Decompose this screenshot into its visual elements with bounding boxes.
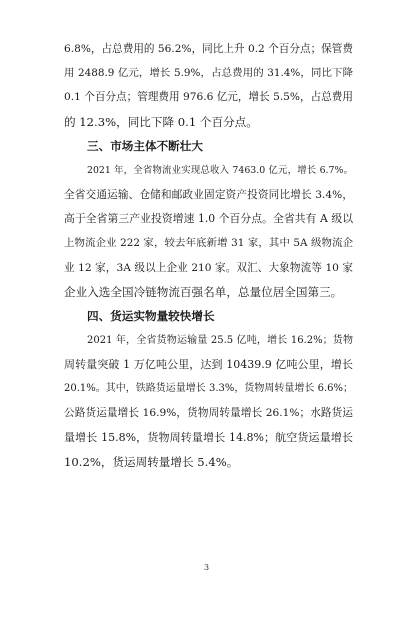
text-line: 0.1 个百分点；管理费用 976.6 亿元，增长 5.5%，占总费用: [64, 91, 353, 104]
text-line: 周转量突破 1 万亿吨公里，达到 10439.9 亿吨公里，增长: [64, 358, 353, 372]
text-line: 10.2%，货运周转量增长 5.4%。: [64, 454, 239, 469]
section-heading-market-entities: 三、市场主体不断壮大: [87, 138, 203, 153]
text-line: 业 12 家，3A 级以上企业 210 家。双汇、大象物流等 10 家: [64, 261, 353, 274]
section-heading-freight-volume: 四、货运实物量较快增长: [87, 308, 215, 323]
text-line: 2021 年，全省货物运输量 25.5 亿吨，增长 16.2%；货物: [87, 334, 353, 346]
document-body: [64, 37, 353, 474]
paragraph-freight-volume: [64, 329, 353, 474]
text-line: 6.8%，占总费用的 56.2%，同比上升 0.2 个百分点；保管费: [64, 43, 353, 55]
paragraph-market-entities: [64, 159, 353, 304]
text-line: 的 12.3%，同比下降 0.1 个百分点。: [64, 114, 258, 129]
text-line: 用 2488.9 亿元，增长 5.9%，占总费用的 31.4%，同比下降: [64, 67, 353, 80]
text-line: 20.1%。其中，铁路货运量增长 3.3%，货物周转量增长 6.6%；: [64, 383, 353, 395]
page-number: 3: [203, 563, 210, 572]
text-line: 2021 年，全省物流业实现总收入 7463.0 亿元，增长 6.7%。: [87, 164, 353, 176]
text-line: 公路货运量增长 16.9%，货物周转量增长 26.1%；水路货运: [64, 407, 353, 420]
paragraph-cost-breakdown: [64, 37, 353, 134]
text-line: 上物流企业 222 家，较去年底新增 31 家，其中 5A 级物流企: [64, 237, 353, 250]
text-line: 企业入选全国冷链物流百强名单，总量位居全国第三。: [64, 284, 343, 299]
text-line: 量增长 15.8%，货物周转量增长 14.8%；航空货运量增长: [64, 430, 353, 444]
text-line: 高于全省第三产业投资增速 1.0 个百分点。全省共有 A 级以: [64, 212, 353, 226]
text-line: 全省交通运输、仓储和邮政业固定资产投资同比增长 3.4%，: [64, 188, 353, 201]
